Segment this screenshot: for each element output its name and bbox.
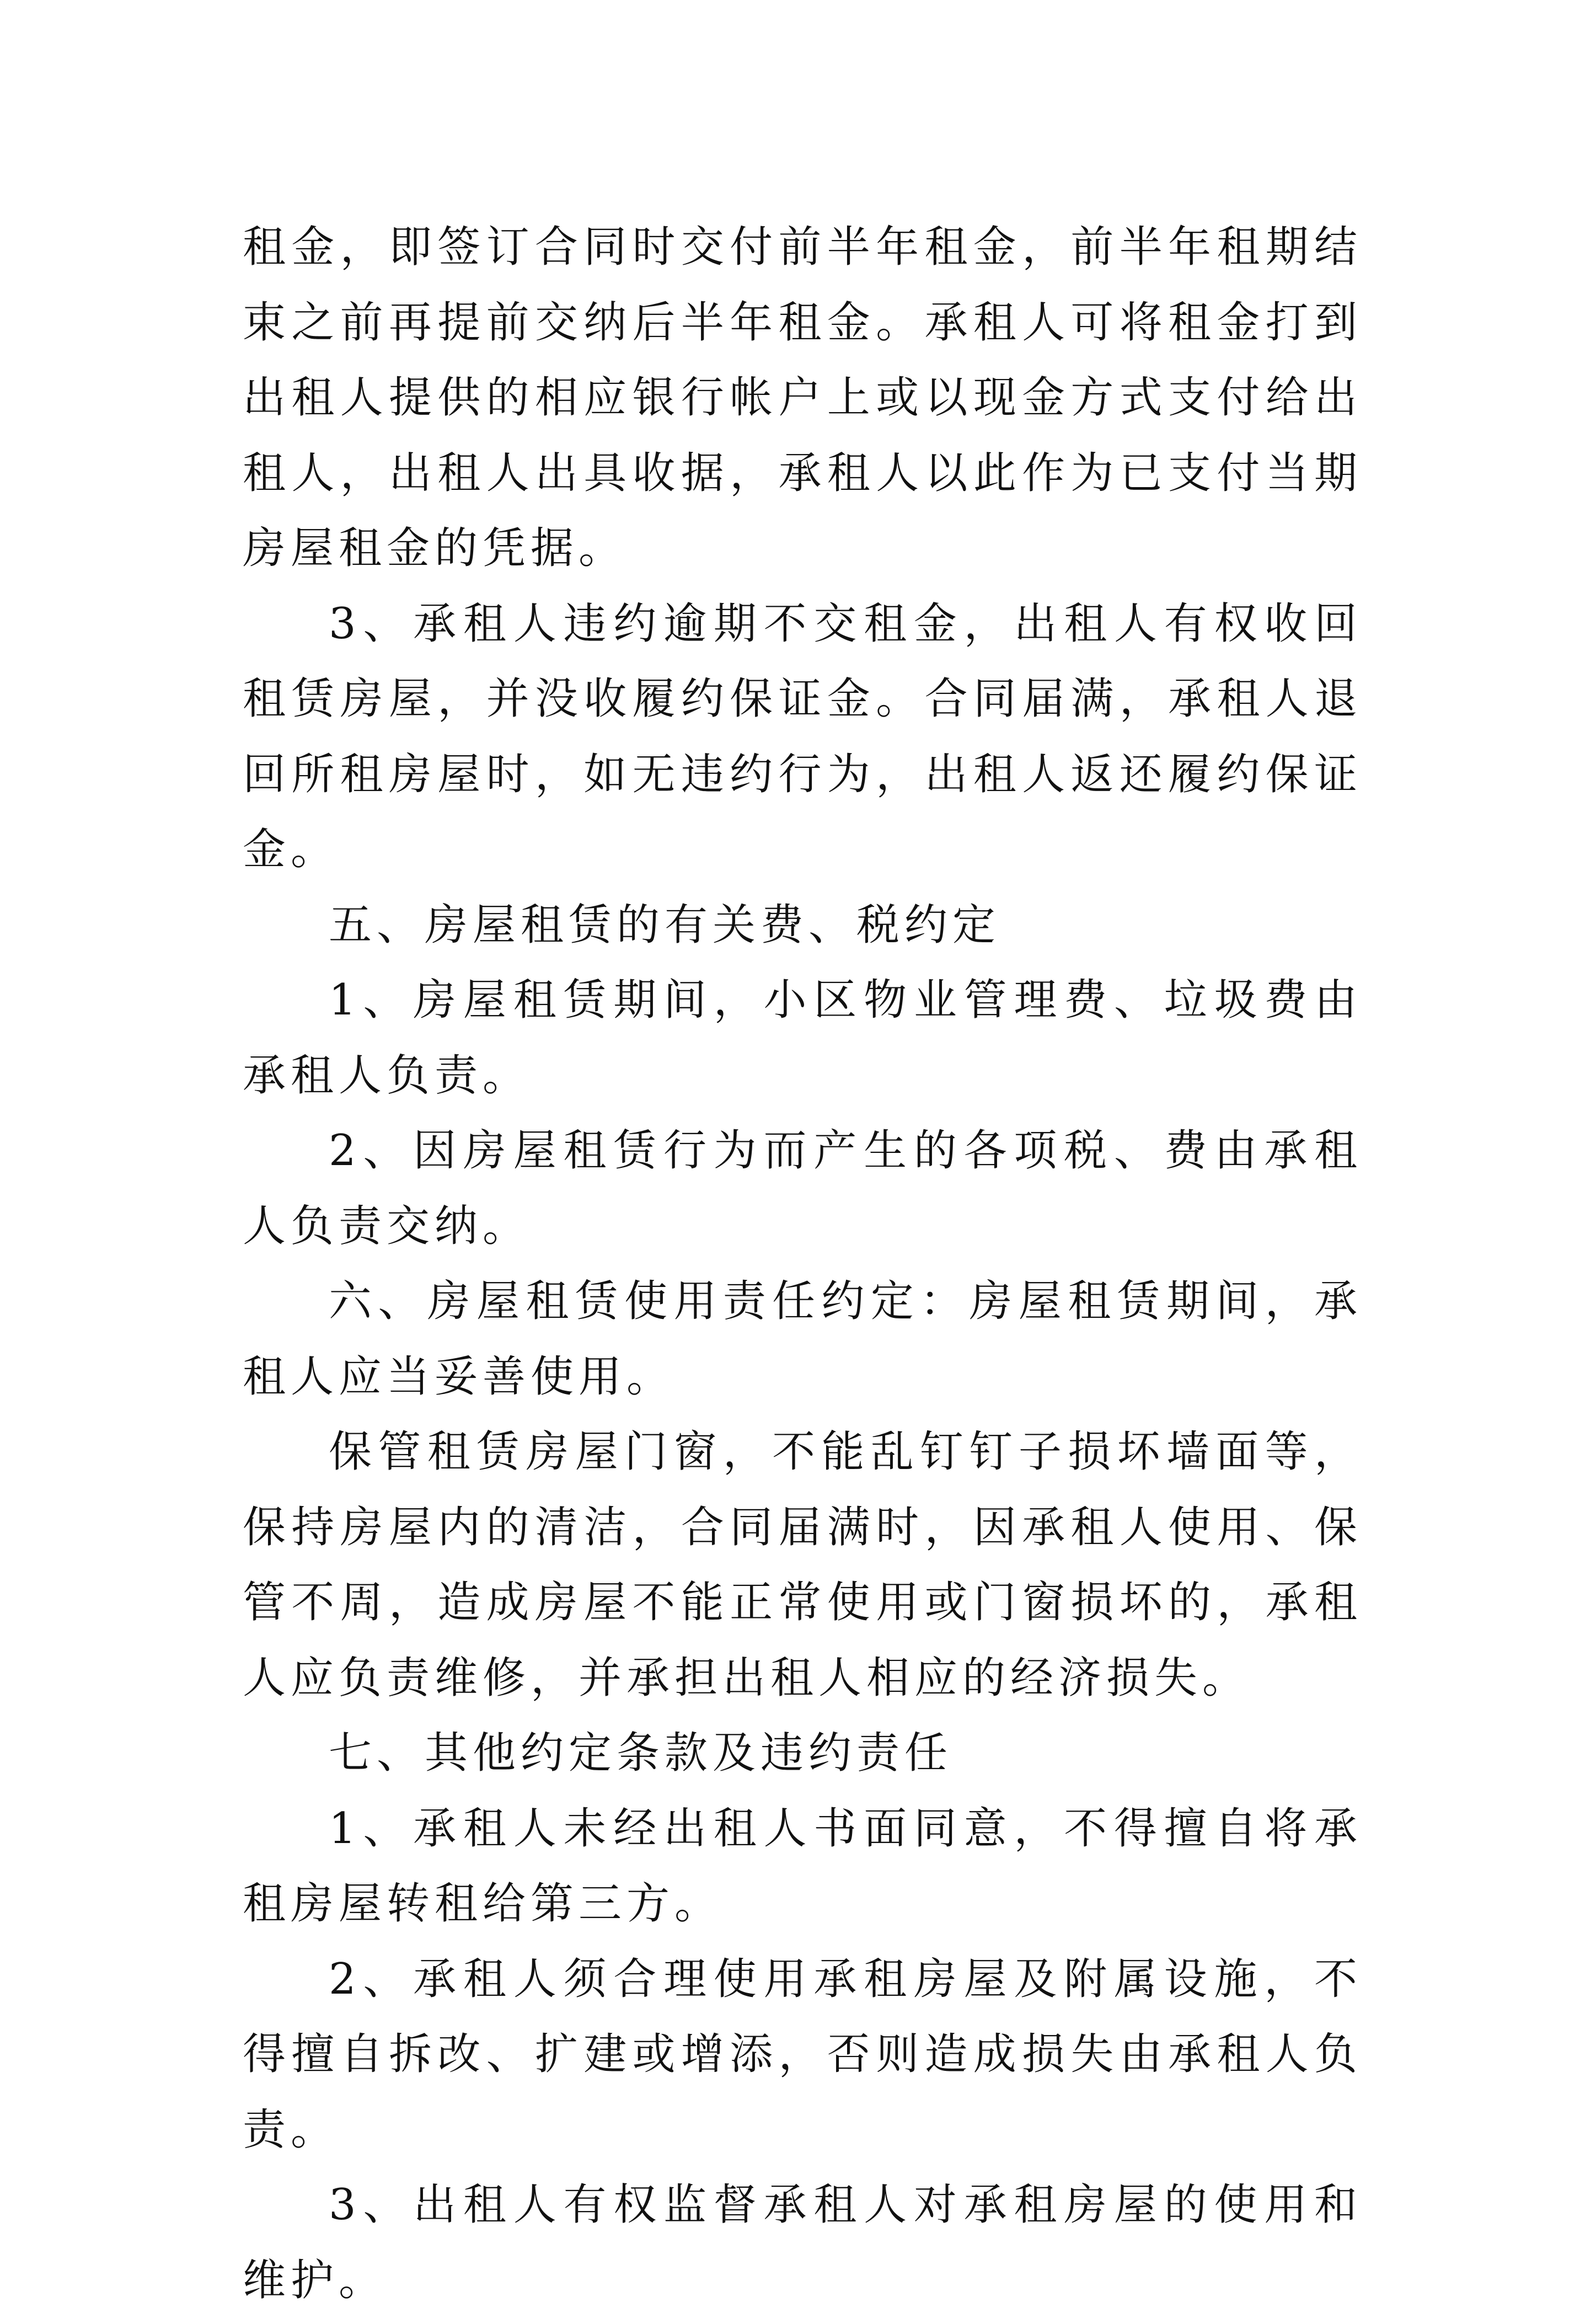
paragraph-overdue-rent: 3、承租人违约逾期不交租金，出租人有权收回租赁房屋，并没收履约保证金。合同届满，承租人退回所租房屋时，如无违约行为，出租人返还履约保证金。 xyxy=(243,599,1362,874)
paragraph-maintenance: 保管租赁房屋门窗，不能乱钉钉子损坏墙面等，保持房屋内的清洁，合同届满时，因承租人使用、保管不周，造成房屋不能正常使用或门窗损坏的，承租人应负责维修，并承担出租人相应的经济损失。 xyxy=(243,1427,1362,1703)
section-heading-fees-taxes: 五、房屋租赁的有关费、税约定 xyxy=(329,900,1001,950)
section-heading-usage-responsibility: 六、房屋租赁使用责任约定：房屋租赁期间，承租人应当妥善使用。 xyxy=(243,1276,1362,1402)
paragraph-taxes: 2、因房屋租赁行为而产生的各项税、费由承租人负责交纳。 xyxy=(243,1126,1362,1251)
paragraph-sublease: 1、承租人未经出租人书面同意，不得擅自将承租房屋转租给第三方。 xyxy=(243,1803,1362,1929)
paragraph-supervision: 3、出租人有权监督承租人对承租房屋的使用和维护。 xyxy=(243,2180,1362,2305)
section-heading-other-terms: 七、其他约定条款及违约责任 xyxy=(329,1728,953,1778)
paragraph-property-fees: 1、房屋租赁期间，小区物业管理费、垃圾费由承租人负责。 xyxy=(243,975,1362,1101)
document-body xyxy=(243,210,1362,2318)
paragraph-rent-payment: 租金，即签订合同时交付前半年租金，前半年租期结束之前再提前交纳后半年租金。承租人可将租金打到出租人提供的相应银行帐户上或以现金方式支付给出租人，出租人出具收据，承租人以此作为已支付当期房屋租金的凭据。 xyxy=(243,222,1362,573)
paragraph-alterations: 2、承租人须合理使用承租房屋及附属设施，不得擅自拆改、扩建或增添，否则造成损失由承租人负责。 xyxy=(243,1954,1362,2155)
